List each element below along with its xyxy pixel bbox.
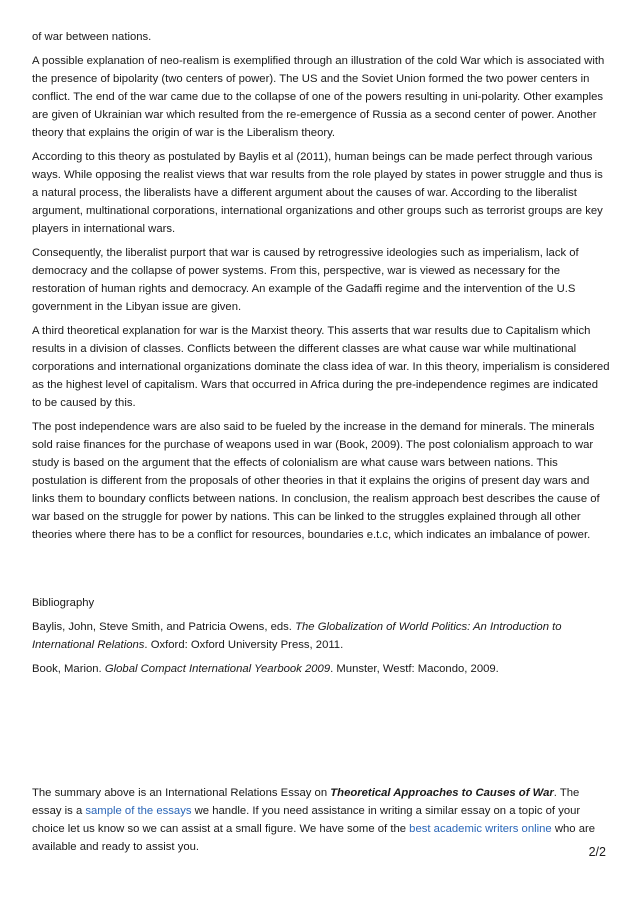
paragraph-marxist: A third theoretical explanation for war is the Marxist theory. This asserts that war results due to Capitalism which results in a division of classes. Conflicts between the different classes are what cause war while multinational corporations and international organizations dominate the class idea of war. In this theory, imperialism is considered as the highest level of capitalism. Wars that occurred in Africa during the pre-independence regimes are indicated to be caused by this. — [32, 325, 610, 409]
bib-authors: Baylis, John, Steve Smith, and Patricia Owens, eds. — [32, 621, 296, 633]
bib-publisher: . Munster, Westf: Macondo, 2009. — [330, 663, 499, 675]
document-page — [32, 28, 610, 862]
bib-title: The Globalization of World Politics: An Introduction to International Relations — [32, 621, 562, 651]
spacer — [32, 550, 610, 594]
academic-writers-link[interactable]: best academic writers online — [409, 823, 552, 835]
summary-end: who are available and ready to assist you. — [32, 823, 596, 853]
paragraph-neorealism: A possible explanation of neo-realism is exemplified through an illustration of the cold War which is associated with the presence of bipolarity (two centers of power). The US and the Soviet Union formed the two power centers in conflict. The end of the war came due to the collapse of one of the powers resulting in uni-polarity. Other examples are given of Ukrainian war which resulted from the re-emergence of Russia as a second center of power. Another theory that explains the origin of war is the Liberalism theory. — [32, 55, 605, 139]
page-number: 2/2 — [588, 845, 606, 859]
text-fragment: of war between nations. — [32, 31, 152, 43]
paragraph-post-independence: The post independence wars are also said to be fueled by the increase in the demand for minerals. The minerals sold raise finances for the purchase of weapons used in war (Book, 2009). The post colonialism approach to war study is based on the argument that the effects of colonialism are what cause wars between nations. This postulation is different from the proposals of other theories in that it explains the origins of present day wars and links them to boundary conflicts between nations. In conclusion, the realism approach best describes the cause of war based on the struggle for power by nations. This can be linked to the struggles explained through all other theories where there has to be a conflict for resources, boundaries e.t.c, which indicates an imbalance of power. — [32, 421, 600, 541]
paragraph-liberalism: According to this theory as postulated by Baylis et al (2011), human beings can be made perfect through various ways. While opposing the realist views that war results from the role played by states in power struggle and thus is a natural process, the liberalists have a different argument about the causes of war. According to the liberalist argument, multinational corporations, international organizations and other groups such as terrorist groups are key players in international wars. — [32, 151, 603, 235]
summary-paragraph — [32, 784, 610, 856]
bib-title: Global Compact International Yearbook 2009 — [104, 663, 331, 675]
bibliography-entry — [32, 660, 610, 678]
summary-mid: . The essay is a — [32, 787, 580, 817]
summary-intro: The summary above is an International Relations Essay on — [32, 787, 331, 799]
summary-body: we handle. If you need assistance in writing a similar essay on a topic of your choice let us know so we can assist at a small figure. We have some of the — [32, 805, 581, 835]
spacer — [32, 684, 610, 784]
bib-authors: Book, Marion. — [32, 663, 105, 675]
paragraph-liberalist-purport: Consequently, the liberalist purport that war is caused by retrogressive ideologies such as imperialism, lack of democracy and the collapse of power systems. From this, perspective, war is viewed as necessary for the restoration of human rights and democracy. An example of the Gadaffi regime and the intervention of the U.S government in the Libyan issue are given. — [32, 247, 579, 313]
bib-publisher: . Oxford: Oxford University Press, 2011. — [144, 639, 344, 651]
essay-title: Theoretical Approaches to Causes of War — [330, 787, 554, 799]
sample-essays-link[interactable]: sample of the essays — [85, 805, 192, 817]
bibliography-entry — [32, 618, 610, 654]
bibliography-heading: Bibliography — [32, 597, 95, 609]
